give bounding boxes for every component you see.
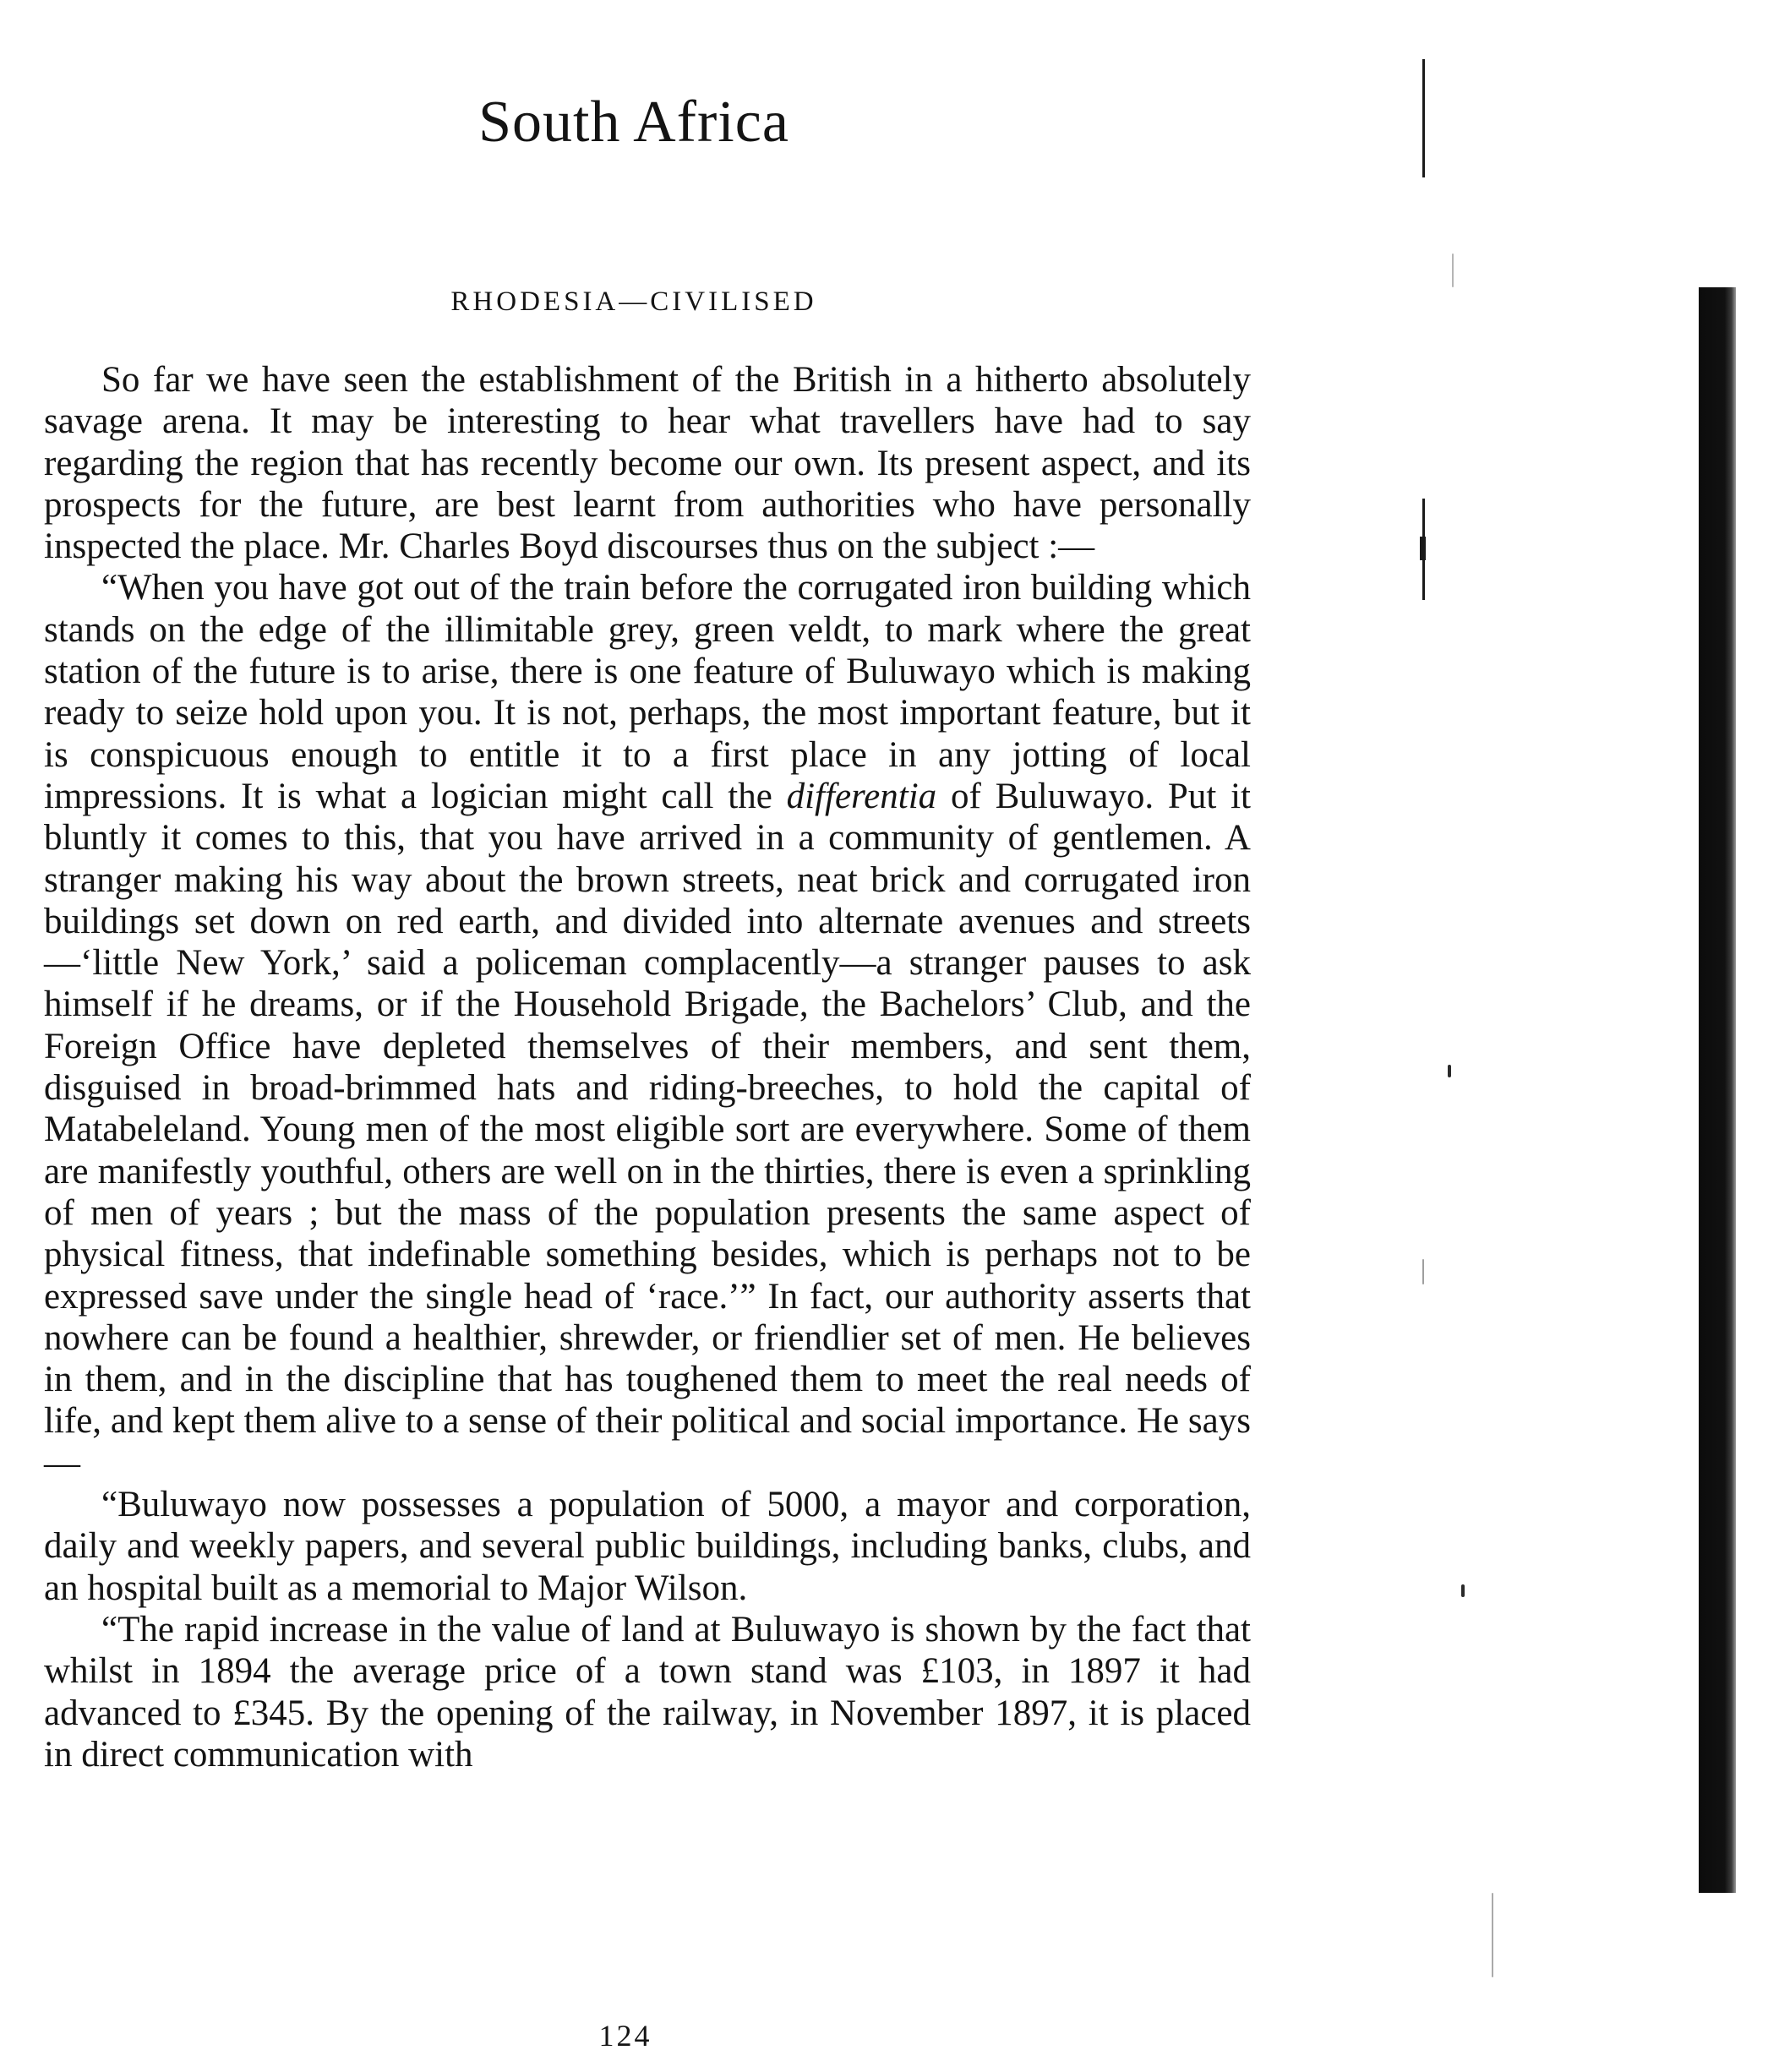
binding-shadow (1699, 287, 1736, 1893)
body-text (44, 359, 1251, 1775)
paragraph-land-value (44, 1609, 1251, 1775)
gutter-mark (1420, 537, 1426, 560)
speck (1452, 254, 1454, 287)
gutter-line (1422, 59, 1425, 177)
paragraph-population (44, 1484, 1251, 1609)
paragraph-text: So far we have seen the establishment of the British in a hitherto absolutely savage arena. It may be interesting to hear what travellers have had to say regarding the region that has recently become our own. Its present aspect, and its prospects for the future, are best learnt from authorities who have personally inspected the place. Mr. Charles Boyd discourses thus on the subject :— (44, 360, 1251, 567)
paragraph-text: “Buluwayo now possesses a population of 5000, a mayor and corporation, daily and weekly papers, and several public buildings, including banks, clubs, and an hospital built as a memorial to Major Wilson. (44, 1485, 1251, 1608)
paragraph-text-continued: of Buluwayo. Put it bluntly it comes to this, that you have arrived in a community of gentlemen. A stranger making his way about the brown streets, neat brick and corrugated iron buildings set down on red earth, and divided into alternate avenues and streets—‘little New York,’ said a policeman complacently—a stranger pauses to ask himself if he dreams, or if the Household Brigade, the Bachelors’ Club, and the Foreign Office have depleted themselves of their members, and sent them, disguised in broad-brimmed hats and riding-breeches, to hold the capital of Matabeleland. Young men of the most eligible sort are everywhere. Some of them are manifestly youthful, others are well on in the thirties, there is even a sprinkling of men of years ; but the mass of the population presents the same aspect of physical fitness, that indefinable something besides, which is perhaps not to be expressed save under the single head of ‘race.’” In fact, our authority asserts that nowhere can be found a healthier, shrewder, or friendlier set of men. He believes in them, and in the discipline that has toughened them to meet the real needs of life, and kept them alive to a sense of their political and social importance. He says— (44, 776, 1252, 1483)
speck (1448, 1065, 1451, 1077)
paragraph-boyd-quote (44, 567, 1251, 1484)
paragraph-text: “When you have got out of the train before the corrugated iron building which stands on the edge of the illimitable grey, green veldt, to mark where the great station of the future is to arise, there is one feature of Buluwayo which is making ready to seize hold upon you. It is not, perhaps, the most important feature, but it is conspicuous enough to entitle it to a first place in any jotting of local impressions. It is what a logician might call the (44, 568, 1251, 816)
section-heading: RHODESIA—CIVILISED (450, 286, 817, 317)
page-number: 124 (598, 2019, 652, 2053)
running-head: South Africa (478, 90, 789, 155)
paragraph-intro (44, 359, 1251, 567)
speck (1422, 1259, 1424, 1284)
paragraph-text: “The rapid increase in the value of land at Buluwayo is shown by the fact that whilst in 1894 the average price of a town stand was £103, in 1897 it had advanced to £345. By the opening of the railway, in November 1897, it is placed in direct communication with (44, 1609, 1251, 1775)
speck (1461, 1584, 1465, 1597)
speck (1492, 1893, 1493, 1977)
italic-term: differentia (786, 776, 937, 816)
